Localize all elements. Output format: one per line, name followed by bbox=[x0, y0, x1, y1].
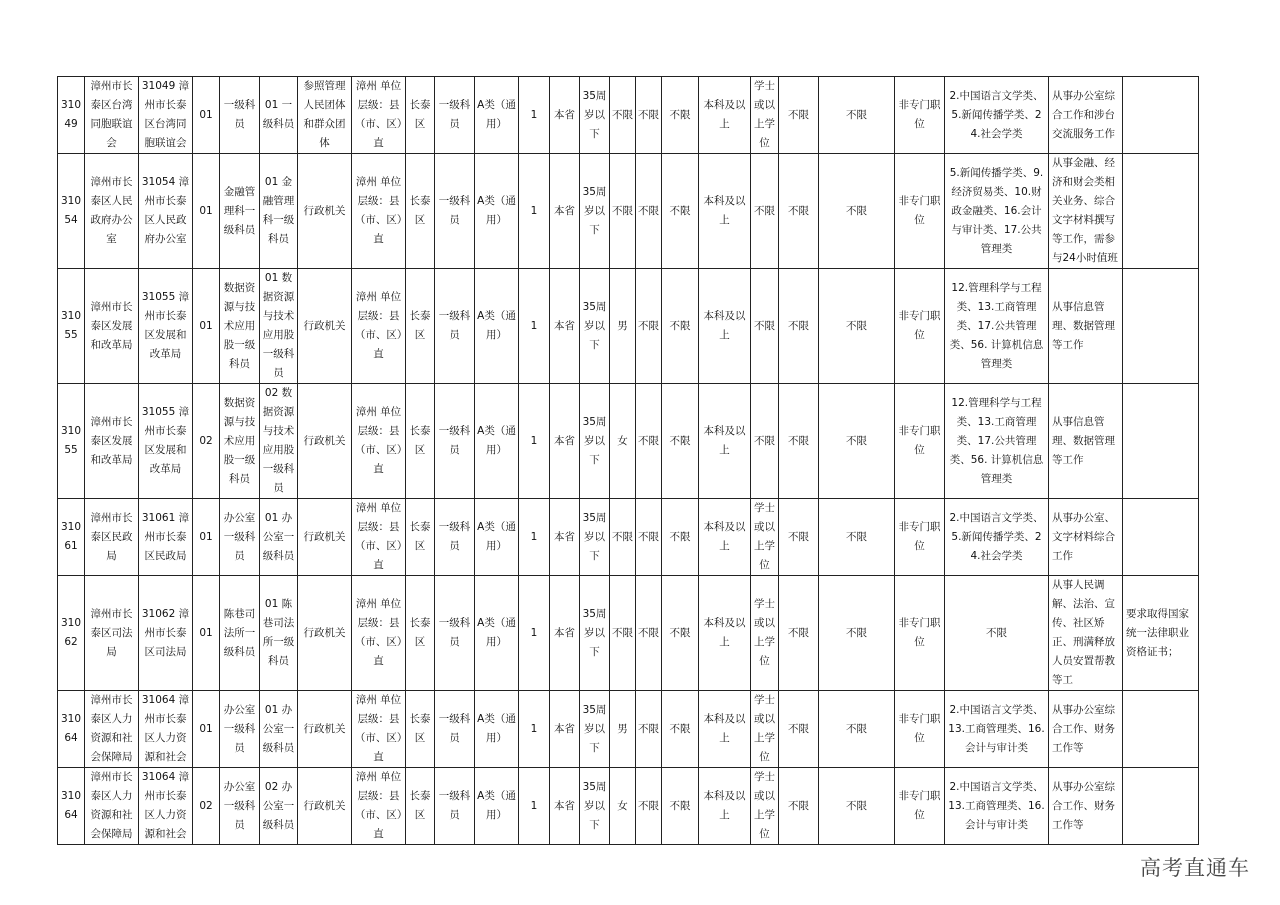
degree-cell: 不限 bbox=[751, 269, 779, 384]
political-status-cell: 不限 bbox=[662, 154, 699, 269]
post-name-cell: 一级科员 bbox=[220, 77, 260, 154]
age-limit-cell: 35周岁以下 bbox=[580, 691, 610, 768]
education-cell: 本科及以上 bbox=[699, 691, 751, 768]
condition-2-cell: 不限 bbox=[819, 768, 895, 845]
major-requirement-cell: 2.中国语言文学类、5.新闻传播学类、24.社会学类 bbox=[945, 499, 1049, 576]
degree-cell: 学士或以上学位 bbox=[751, 499, 779, 576]
age-limit-cell: 35周岁以下 bbox=[580, 768, 610, 845]
condition-1-cell: 不限 bbox=[779, 269, 819, 384]
rank-cell: 一级科员 bbox=[435, 269, 475, 384]
table-row bbox=[58, 691, 1199, 768]
origin-cell: 本省 bbox=[550, 154, 580, 269]
major-requirement-cell: 2.中国语言文学类、5.新闻传播学类、24.社会学类 bbox=[945, 77, 1049, 154]
ethnic-cell: 不限 bbox=[636, 691, 662, 768]
remark-cell bbox=[1123, 691, 1199, 768]
condition-2-cell: 不限 bbox=[819, 77, 895, 154]
row-code-cell: 31049 bbox=[58, 77, 85, 154]
department-cell: 31049 漳州市长泰区台湾同胞联谊会 bbox=[139, 77, 193, 154]
unit-level-cell: 漳州 单位层级：县（市、区）直 bbox=[352, 499, 406, 576]
gender-cell: 不限 bbox=[610, 499, 636, 576]
remark-cell bbox=[1123, 384, 1199, 499]
education-cell: 本科及以上 bbox=[699, 154, 751, 269]
ethnic-cell: 不限 bbox=[636, 768, 662, 845]
rank-cell: 一级科员 bbox=[435, 77, 475, 154]
origin-cell: 本省 bbox=[550, 691, 580, 768]
department-cell: 31064 漳州市长泰区人力资源和社会 bbox=[139, 691, 193, 768]
unit-name-cell: 漳州市长泰区人力资源和社会保障局 bbox=[85, 691, 139, 768]
ethnic-cell: 不限 bbox=[636, 77, 662, 154]
condition-1-cell: 不限 bbox=[779, 499, 819, 576]
rank-cell: 一级科员 bbox=[435, 691, 475, 768]
unit-level-cell: 漳州 单位层级：县（市、区）直 bbox=[352, 768, 406, 845]
unit-level-cell: 漳州 单位层级：县（市、区）直 bbox=[352, 384, 406, 499]
political-status-cell: 不限 bbox=[662, 269, 699, 384]
condition-1-cell: 不限 bbox=[779, 576, 819, 691]
table-row bbox=[58, 384, 1199, 499]
origin-cell: 本省 bbox=[550, 576, 580, 691]
post-name-cell: 陈巷司法所一级科员 bbox=[220, 576, 260, 691]
recruit-count-cell: 1 bbox=[519, 269, 550, 384]
condition-2-cell: 不限 bbox=[819, 499, 895, 576]
unit-nature-cell: 行政机关 bbox=[298, 691, 352, 768]
table-row bbox=[58, 154, 1199, 269]
age-limit-cell: 35周岁以下 bbox=[580, 154, 610, 269]
exam-category-cell: A类（通用） bbox=[475, 154, 519, 269]
post-type-cell: 非专门职位 bbox=[895, 576, 945, 691]
unit-name-cell: 漳州市长泰区民政局 bbox=[85, 499, 139, 576]
post-name-cell: 办公室一级科员 bbox=[220, 768, 260, 845]
major-requirement-cell: 2.中国语言文学类、13.工商管理类、16.会计与审计类 bbox=[945, 691, 1049, 768]
condition-2-cell: 不限 bbox=[819, 154, 895, 269]
job-content-cell: 从事金融、经济和财会类相关业务、综合文字材料撰写等工作，需参与24小时值班 bbox=[1049, 154, 1123, 269]
unit-nature-cell: 行政机关 bbox=[298, 269, 352, 384]
seq-no-cell: 01 bbox=[193, 269, 220, 384]
major-requirement-cell: 12.管理科学与工程类、13.工商管理类、17.公共管理类、56. 计算机信息管理类 bbox=[945, 384, 1049, 499]
exam-category-cell: A类（通用） bbox=[475, 77, 519, 154]
unit-name-cell: 漳州市长泰区人力资源和社会保障局 bbox=[85, 768, 139, 845]
seq-no-cell: 02 bbox=[193, 384, 220, 499]
political-status-cell: 不限 bbox=[662, 384, 699, 499]
ethnic-cell: 不限 bbox=[636, 154, 662, 269]
job-content-cell: 从事信息管理、数据管理等工作 bbox=[1049, 384, 1123, 499]
unit-level-cell: 漳州 单位层级：县（市、区）直 bbox=[352, 576, 406, 691]
gender-cell: 男 bbox=[610, 269, 636, 384]
education-cell: 本科及以上 bbox=[699, 269, 751, 384]
department-cell: 31062 漳州市长泰区司法局 bbox=[139, 576, 193, 691]
rank-cell: 一级科员 bbox=[435, 154, 475, 269]
row-code-cell: 31064 bbox=[58, 691, 85, 768]
condition-2-cell: 不限 bbox=[819, 691, 895, 768]
post-type-cell: 非专门职位 bbox=[895, 768, 945, 845]
condition-2-cell: 不限 bbox=[819, 576, 895, 691]
education-cell: 本科及以上 bbox=[699, 77, 751, 154]
post-type-cell: 非专门职位 bbox=[895, 269, 945, 384]
post-name-cell: 办公室一级科员 bbox=[220, 691, 260, 768]
condition-1-cell: 不限 bbox=[779, 384, 819, 499]
unit-nature-cell: 行政机关 bbox=[298, 768, 352, 845]
political-status-cell: 不限 bbox=[662, 77, 699, 154]
area-cell: 长泰区 bbox=[406, 384, 435, 499]
post-code-cell: 01 办公室一级科员 bbox=[260, 691, 298, 768]
unit-name-cell: 漳州市长泰区司法局 bbox=[85, 576, 139, 691]
job-content-cell: 从事办公室综合工作、财务工作等 bbox=[1049, 691, 1123, 768]
origin-cell: 本省 bbox=[550, 384, 580, 499]
area-cell: 长泰区 bbox=[406, 269, 435, 384]
post-type-cell: 非专门职位 bbox=[895, 77, 945, 154]
area-cell: 长泰区 bbox=[406, 768, 435, 845]
post-code-cell: 02 办公室一级科员 bbox=[260, 768, 298, 845]
education-cell: 本科及以上 bbox=[699, 768, 751, 845]
job-content-cell: 从事信息管理、数据管理等工作 bbox=[1049, 269, 1123, 384]
post-name-cell: 数据资源与技术应用股一级科员 bbox=[220, 269, 260, 384]
unit-nature-cell: 行政机关 bbox=[298, 499, 352, 576]
unit-nature-cell: 参照管理人民团体和群众团体 bbox=[298, 77, 352, 154]
ethnic-cell: 不限 bbox=[636, 269, 662, 384]
table-row bbox=[58, 499, 1199, 576]
post-code-cell: 01 陈巷司法所一级科员 bbox=[260, 576, 298, 691]
condition-1-cell: 不限 bbox=[779, 768, 819, 845]
remark-cell bbox=[1123, 499, 1199, 576]
post-name-cell: 金融管理科一级科员 bbox=[220, 154, 260, 269]
recruitment-table bbox=[57, 76, 1199, 845]
post-code-cell: 01 金融管理科一级科员 bbox=[260, 154, 298, 269]
row-code-cell: 31061 bbox=[58, 499, 85, 576]
post-code-cell: 01 一级科员 bbox=[260, 77, 298, 154]
recruit-count-cell: 1 bbox=[519, 768, 550, 845]
unit-name-cell: 漳州市长泰区发展和改革局 bbox=[85, 384, 139, 499]
remark-cell bbox=[1123, 269, 1199, 384]
unit-level-cell: 漳州 单位层级：县（市、区）直 bbox=[352, 269, 406, 384]
exam-category-cell: A类（通用） bbox=[475, 576, 519, 691]
area-cell: 长泰区 bbox=[406, 77, 435, 154]
education-cell: 本科及以上 bbox=[699, 499, 751, 576]
recruit-count-cell: 1 bbox=[519, 576, 550, 691]
ethnic-cell: 不限 bbox=[636, 384, 662, 499]
row-code-cell: 31055 bbox=[58, 384, 85, 499]
job-content-cell: 从事人民调解、法治、宣传、社区矫正、刑满释放人员安置帮教等工 bbox=[1049, 576, 1123, 691]
unit-name-cell: 漳州市长泰区人民政府办公室 bbox=[85, 154, 139, 269]
recruit-count-cell: 1 bbox=[519, 384, 550, 499]
remark-cell: 要求取得国家统一法律职业资格证书； bbox=[1123, 576, 1199, 691]
unit-level-cell: 漳州 单位层级：县（市、区）直 bbox=[352, 77, 406, 154]
exam-category-cell: A类（通用） bbox=[475, 269, 519, 384]
major-requirement-cell: 不限 bbox=[945, 576, 1049, 691]
seq-no-cell: 01 bbox=[193, 691, 220, 768]
area-cell: 长泰区 bbox=[406, 154, 435, 269]
gender-cell: 不限 bbox=[610, 576, 636, 691]
origin-cell: 本省 bbox=[550, 77, 580, 154]
seq-no-cell: 02 bbox=[193, 768, 220, 845]
rank-cell: 一级科员 bbox=[435, 384, 475, 499]
table-row bbox=[58, 768, 1199, 845]
area-cell: 长泰区 bbox=[406, 576, 435, 691]
job-content-cell: 从事办公室综合工作、财务工作等 bbox=[1049, 768, 1123, 845]
exam-category-cell: A类（通用） bbox=[475, 691, 519, 768]
row-code-cell: 31062 bbox=[58, 576, 85, 691]
unit-nature-cell: 行政机关 bbox=[298, 384, 352, 499]
ethnic-cell: 不限 bbox=[636, 499, 662, 576]
gender-cell: 不限 bbox=[610, 77, 636, 154]
department-cell: 31054 漳州市长泰区人民政府办公室 bbox=[139, 154, 193, 269]
gender-cell: 不限 bbox=[610, 154, 636, 269]
recruit-count-cell: 1 bbox=[519, 77, 550, 154]
major-requirement-cell: 2.中国语言文学类、13.工商管理类、16.会计与审计类 bbox=[945, 768, 1049, 845]
department-cell: 31064 漳州市长泰区人力资源和社会 bbox=[139, 768, 193, 845]
unit-level-cell: 漳州 单位层级：县（市、区）直 bbox=[352, 691, 406, 768]
origin-cell: 本省 bbox=[550, 269, 580, 384]
area-cell: 长泰区 bbox=[406, 499, 435, 576]
row-code-cell: 31054 bbox=[58, 154, 85, 269]
condition-1-cell: 不限 bbox=[779, 691, 819, 768]
condition-2-cell: 不限 bbox=[819, 269, 895, 384]
gender-cell: 男 bbox=[610, 691, 636, 768]
exam-category-cell: A类（通用） bbox=[475, 768, 519, 845]
remark-cell bbox=[1123, 768, 1199, 845]
table-row bbox=[58, 576, 1199, 691]
unit-nature-cell: 行政机关 bbox=[298, 576, 352, 691]
post-type-cell: 非专门职位 bbox=[895, 384, 945, 499]
gender-cell: 女 bbox=[610, 384, 636, 499]
row-code-cell: 31055 bbox=[58, 269, 85, 384]
table-row bbox=[58, 269, 1199, 384]
degree-cell: 不限 bbox=[751, 384, 779, 499]
origin-cell: 本省 bbox=[550, 499, 580, 576]
post-code-cell: 01 数据资源与技术应用股一级科员 bbox=[260, 269, 298, 384]
recruit-count-cell: 1 bbox=[519, 154, 550, 269]
age-limit-cell: 35周岁以下 bbox=[580, 269, 610, 384]
area-cell: 长泰区 bbox=[406, 691, 435, 768]
major-requirement-cell: 12.管理科学与工程类、13.工商管理类、17.公共管理类、56. 计算机信息管理类 bbox=[945, 269, 1049, 384]
watermark-text: 高考直通车 bbox=[1140, 856, 1250, 880]
political-status-cell: 不限 bbox=[662, 499, 699, 576]
seq-no-cell: 01 bbox=[193, 77, 220, 154]
age-limit-cell: 35周岁以下 bbox=[580, 384, 610, 499]
remark-cell bbox=[1123, 77, 1199, 154]
degree-cell: 不限 bbox=[751, 154, 779, 269]
age-limit-cell: 35周岁以下 bbox=[580, 499, 610, 576]
table-row bbox=[58, 77, 1199, 154]
recruit-count-cell: 1 bbox=[519, 691, 550, 768]
department-cell: 31061 漳州市长泰区民政局 bbox=[139, 499, 193, 576]
exam-category-cell: A类（通用） bbox=[475, 384, 519, 499]
condition-2-cell: 不限 bbox=[819, 384, 895, 499]
row-code-cell: 31064 bbox=[58, 768, 85, 845]
unit-nature-cell: 行政机关 bbox=[298, 154, 352, 269]
age-limit-cell: 35周岁以下 bbox=[580, 576, 610, 691]
political-status-cell: 不限 bbox=[662, 691, 699, 768]
recruit-count-cell: 1 bbox=[519, 499, 550, 576]
post-name-cell: 数据资源与技术应用股一级科员 bbox=[220, 384, 260, 499]
degree-cell: 学士或以上学位 bbox=[751, 691, 779, 768]
job-content-cell: 从事办公室综合工作和涉台交流服务工作 bbox=[1049, 77, 1123, 154]
unit-level-cell: 漳州 单位层级：县（市、区）直 bbox=[352, 154, 406, 269]
remark-cell bbox=[1123, 154, 1199, 269]
major-requirement-cell: 5.新闻传播学类、9.经济贸易类、10.财政金融类、16.会计与审计类、17.公共管理类 bbox=[945, 154, 1049, 269]
seq-no-cell: 01 bbox=[193, 154, 220, 269]
unit-name-cell: 漳州市长泰区发展和改革局 bbox=[85, 269, 139, 384]
post-code-cell: 01 办公室一级科员 bbox=[260, 499, 298, 576]
condition-1-cell: 不限 bbox=[779, 154, 819, 269]
unit-name-cell: 漳州市长泰区台湾同胞联谊会 bbox=[85, 77, 139, 154]
seq-no-cell: 01 bbox=[193, 576, 220, 691]
ethnic-cell: 不限 bbox=[636, 576, 662, 691]
seq-no-cell: 01 bbox=[193, 499, 220, 576]
department-cell: 31055 漳州市长泰区发展和改革局 bbox=[139, 384, 193, 499]
post-type-cell: 非专门职位 bbox=[895, 691, 945, 768]
condition-1-cell: 不限 bbox=[779, 77, 819, 154]
job-content-cell: 从事办公室、文字材料综合工作 bbox=[1049, 499, 1123, 576]
education-cell: 本科及以上 bbox=[699, 576, 751, 691]
post-code-cell: 02 数据资源与技术应用股一级科员 bbox=[260, 384, 298, 499]
degree-cell: 学士或以上学位 bbox=[751, 576, 779, 691]
post-type-cell: 非专门职位 bbox=[895, 499, 945, 576]
degree-cell: 学士或以上学位 bbox=[751, 77, 779, 154]
department-cell: 31055 漳州市长泰区发展和改革局 bbox=[139, 269, 193, 384]
rank-cell: 一级科员 bbox=[435, 499, 475, 576]
post-type-cell: 非专门职位 bbox=[895, 154, 945, 269]
political-status-cell: 不限 bbox=[662, 768, 699, 845]
degree-cell: 学士或以上学位 bbox=[751, 768, 779, 845]
exam-category-cell: A类（通用） bbox=[475, 499, 519, 576]
origin-cell: 本省 bbox=[550, 768, 580, 845]
rank-cell: 一级科员 bbox=[435, 576, 475, 691]
education-cell: 本科及以上 bbox=[699, 384, 751, 499]
gender-cell: 女 bbox=[610, 768, 636, 845]
rank-cell: 一级科员 bbox=[435, 768, 475, 845]
political-status-cell: 不限 bbox=[662, 576, 699, 691]
age-limit-cell: 35周岁以下 bbox=[580, 77, 610, 154]
post-name-cell: 办公室一级科员 bbox=[220, 499, 260, 576]
